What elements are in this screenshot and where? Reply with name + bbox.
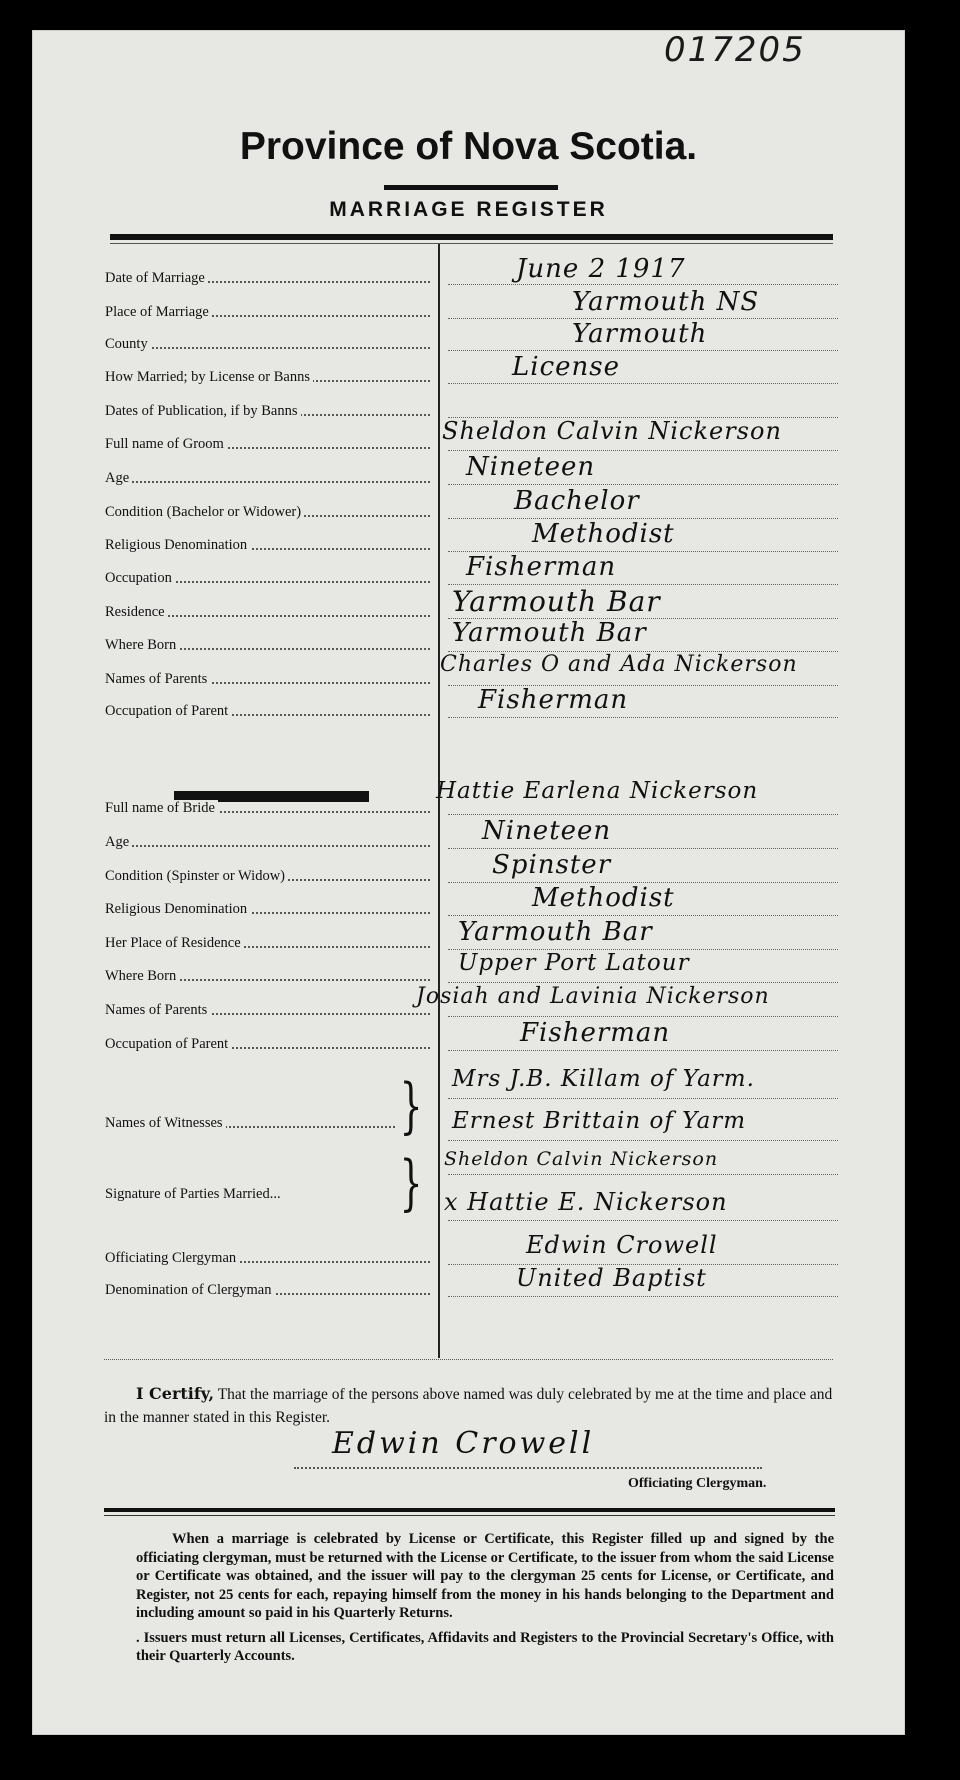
groom-signature: Sheldon Calvin Nickerson (444, 1148, 719, 1170)
header-rule (110, 234, 833, 240)
value-line (448, 284, 838, 285)
serial-number: 017205 (664, 30, 806, 70)
value-line (448, 1174, 838, 1175)
signature-caption: Officiating Clergyman. (628, 1476, 767, 1491)
certify-signature: Edwin Crowell (332, 1426, 595, 1461)
field-value: Josiah and Lavinia Nickerson (416, 984, 770, 1009)
instruction-paragraph: . Issuers must return all Licenses, Certificates, Affidavits and Registers to the Provincial Secretary's Office, with their Quarterly Accounts. (136, 1629, 834, 1664)
field-value: Hattie Earlena Nickerson (436, 778, 759, 804)
signature-line (294, 1467, 762, 1469)
field-label: Denomination of Clergyman (105, 1282, 430, 1299)
field-value: Nineteen (466, 452, 596, 482)
instructions (136, 1530, 834, 1672)
field-label: Age (105, 834, 430, 851)
value-line (448, 1050, 838, 1051)
field-label: Where Born (105, 968, 430, 985)
field-label: Her Place of Residence (105, 935, 430, 952)
field-value: June 2 1917 (516, 254, 686, 284)
value-line (448, 350, 838, 351)
field-label: County (105, 336, 430, 353)
value-line (448, 915, 838, 916)
field-value: Charles O and Ada Nickerson (440, 652, 798, 677)
value-line (448, 814, 838, 815)
field-label: Residence (105, 604, 430, 621)
field-value: License (512, 352, 621, 382)
field-value: Yarmouth Bar (452, 585, 661, 618)
clergyman-name: Edwin Crowell (526, 1231, 718, 1259)
value-line (448, 383, 838, 384)
field-label: Religious Denomination (105, 537, 430, 554)
notes-rule (104, 1508, 835, 1512)
value-line (448, 1140, 838, 1141)
field-label: Place of Marriage (105, 304, 430, 321)
field-label: Date of Marriage (105, 270, 430, 287)
field-value: Upper Port Latour (458, 950, 690, 976)
value-line (448, 1016, 838, 1017)
bride-signature: x Hattie E. Nickerson (444, 1188, 728, 1216)
field-label: Dates of Publication, if by Banns (105, 403, 430, 420)
value-line (448, 717, 838, 718)
field-label: Names of Parents (105, 671, 430, 688)
field-label: Officiating Clergyman (105, 1250, 430, 1267)
field-value: Methodist (532, 519, 675, 549)
value-line (448, 848, 838, 849)
certify-body: That the marriage of the persons above named was duly celebrated by me at the time and place and in the manner stated in this Register. (104, 1386, 833, 1426)
page-subtitle: MARRIAGE REGISTER (329, 198, 608, 221)
field-value: Fisherman (478, 685, 629, 715)
field-label: Religious Denomination (105, 901, 430, 918)
field-value: Spinster (492, 850, 612, 880)
page-title: Province of Nova Scotia. (239, 125, 698, 168)
header-rule-thin (110, 243, 833, 244)
clergy-denomination: United Baptist (516, 1264, 707, 1292)
witness-2: Ernest Brittain of Yarm (452, 1108, 747, 1134)
value-line (448, 484, 838, 485)
field-label: Occupation of Parent (105, 703, 430, 720)
value-line (448, 1220, 838, 1221)
brace-icon: } (399, 1148, 423, 1218)
field-label: Full name of Groom (105, 436, 430, 453)
field-value: Yarmouth Bar (452, 618, 647, 648)
title-divider (384, 185, 558, 190)
signatures-label: Signature of Parties Married... (105, 1186, 395, 1203)
value-line (448, 1296, 838, 1297)
field-label: How Married; by License or Banns (105, 369, 430, 386)
notes-rule-thin (104, 1515, 835, 1516)
value-line (448, 1098, 838, 1099)
field-label: Condition (Spinster or Widow) (105, 868, 430, 885)
field-value: Yarmouth (572, 319, 708, 349)
section-divider (104, 1359, 833, 1360)
field-label: Age (105, 470, 430, 487)
field-value: Sheldon Calvin Nickerson (442, 417, 782, 445)
witnesses-label: Names of Witnesses (105, 1115, 395, 1132)
field-label: Occupation of Parent (105, 1036, 430, 1053)
field-value: Yarmouth Bar (458, 917, 653, 947)
value-line (448, 982, 838, 983)
value-line (448, 450, 838, 451)
field-value: Bachelor (514, 486, 640, 516)
field-label: Condition (Bachelor or Widower) (105, 504, 430, 521)
certify-heading: I Certify, (136, 1384, 215, 1403)
field-label: Names of Parents (105, 1002, 430, 1019)
field-value: Fisherman (466, 552, 617, 582)
field-label: Where Born (105, 637, 430, 654)
instruction-paragraph: When a marriage is celebrated by License or Certificate, this Register filled up and signed by the officiating clergyman, must be returned with the License or Certificate, to the issuer from whom the said License or Certificate was obtained, and the issuer will pay to the clergyman 25 cents for License, or Certificate, and Register, not 25 cents for each, repaying himself from the money in his hands belonging to the Department and including amount so paid in his Quarterly Returns. (136, 1531, 834, 1621)
certification-text (104, 1382, 834, 1429)
witness-1: Mrs J.B. Killam of Yarm. (452, 1066, 755, 1092)
field-value: Fisherman (520, 1018, 671, 1048)
brace-icon: } (399, 1071, 423, 1141)
field-value: Yarmouth NS (572, 287, 760, 317)
field-label: Occupation (105, 570, 430, 587)
field-label: Full name of Bride (105, 800, 430, 817)
register-form (32, 30, 905, 1735)
field-value: Methodist (532, 883, 675, 913)
field-value: Nineteen (482, 816, 612, 846)
